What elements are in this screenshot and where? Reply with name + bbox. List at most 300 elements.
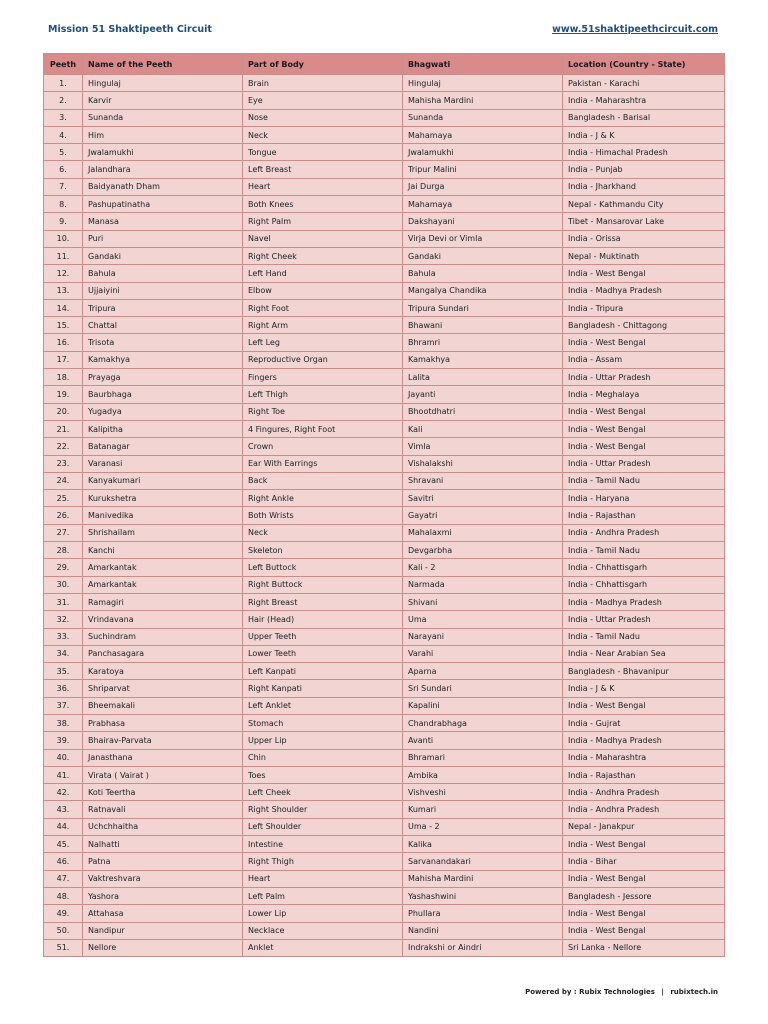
location-cell: India - J & K	[563, 126, 725, 143]
company-name: Rubix Technologies	[579, 988, 655, 996]
body-part-cell: Fingers	[243, 369, 403, 386]
bhagwati-cell: Narmada	[403, 576, 563, 593]
peeth-name-cell: Jwalamukhi	[83, 144, 243, 161]
body-part-cell: Heart	[243, 178, 403, 195]
bhagwati-cell: Bhramari	[403, 749, 563, 766]
table-body	[44, 75, 725, 957]
peeth-number-cell: 51.	[44, 939, 83, 956]
body-part-cell: Stomach	[243, 714, 403, 731]
body-part-cell: Left Buttock	[243, 559, 403, 576]
table-row	[44, 282, 725, 299]
body-part-cell: Reproductive Organ	[243, 351, 403, 368]
location-cell: India - Orissa	[563, 230, 725, 247]
document-title: Mission 51 Shaktipeeth Circuit	[48, 24, 212, 35]
bhagwati-cell: Shravani	[403, 472, 563, 489]
peeth-name-cell: Baurbhaga	[83, 386, 243, 403]
peeth-number-cell: 31.	[44, 593, 83, 610]
body-part-cell: Intestine	[243, 836, 403, 853]
body-part-cell: Right Shoulder	[243, 801, 403, 818]
peeth-name-cell: Panchasagara	[83, 645, 243, 662]
body-part-cell: Right Breast	[243, 593, 403, 610]
bhagwati-cell: Dakshayani	[403, 213, 563, 230]
table-row	[44, 870, 725, 887]
bhagwati-cell: Bhawani	[403, 317, 563, 334]
body-part-cell: Hair (Head)	[243, 611, 403, 628]
table-row	[44, 905, 725, 922]
location-cell: India - Andhra Pradesh	[563, 524, 725, 541]
bhagwati-cell: Vishveshi	[403, 784, 563, 801]
peeth-name-cell: Uchchhaitha	[83, 818, 243, 835]
table-row	[44, 939, 725, 956]
peeth-name-cell: Puri	[83, 230, 243, 247]
peeth-name-cell: Kanyakumari	[83, 472, 243, 489]
peeth-name-cell: Nellore	[83, 939, 243, 956]
footer-site-link[interactable]: rubixtech.in	[670, 988, 718, 996]
table-row	[44, 126, 725, 143]
location-cell: India - Madhya Pradesh	[563, 732, 725, 749]
location-cell: India - Uttar Pradesh	[563, 369, 725, 386]
bhagwati-cell: Uma	[403, 611, 563, 628]
peeth-number-cell: 41.	[44, 766, 83, 783]
peeth-number-cell: 23.	[44, 455, 83, 472]
bhagwati-cell: Shivani	[403, 593, 563, 610]
bhagwati-cell: Kapalini	[403, 697, 563, 714]
bhagwati-cell: Lalita	[403, 369, 563, 386]
body-part-cell: Ear With Earrings	[243, 455, 403, 472]
column-header-body-part: Part of Body	[243, 54, 403, 75]
bhagwati-cell: Jai Durga	[403, 178, 563, 195]
location-cell: India - Near Arabian Sea	[563, 645, 725, 662]
table-row	[44, 403, 725, 420]
peeth-name-cell: Varanasi	[83, 455, 243, 472]
bhagwati-cell: Gandaki	[403, 247, 563, 264]
bhagwati-cell: Bahula	[403, 265, 563, 282]
body-part-cell: Right Kanpati	[243, 680, 403, 697]
peeth-number-cell: 45.	[44, 836, 83, 853]
body-part-cell: Upper Teeth	[243, 628, 403, 645]
bhagwati-cell: Tripur Malini	[403, 161, 563, 178]
peeth-number-cell: 46.	[44, 853, 83, 870]
bhagwati-cell: Avanti	[403, 732, 563, 749]
body-part-cell: Anklet	[243, 939, 403, 956]
peeth-number-cell: 28.	[44, 542, 83, 559]
peeth-number-cell: 40.	[44, 749, 83, 766]
table-row	[44, 559, 725, 576]
location-cell: India - West Bengal	[563, 922, 725, 939]
table-row	[44, 697, 725, 714]
location-cell: Bangladesh - Barisal	[563, 109, 725, 126]
peeth-number-cell: 10.	[44, 230, 83, 247]
peeth-name-cell: Prayaga	[83, 369, 243, 386]
bhagwati-cell: Kumari	[403, 801, 563, 818]
peeth-number-cell: 21.	[44, 420, 83, 437]
body-part-cell: Nose	[243, 109, 403, 126]
peeth-name-cell: Prabhasa	[83, 714, 243, 731]
location-cell: India - Punjab	[563, 161, 725, 178]
table-row	[44, 645, 725, 662]
body-part-cell: Left Shoulder	[243, 818, 403, 835]
peeth-name-cell: Him	[83, 126, 243, 143]
peeth-number-cell: 11.	[44, 247, 83, 264]
peeth-number-cell: 22.	[44, 438, 83, 455]
peeth-name-cell: Vaktreshvara	[83, 870, 243, 887]
location-cell: India - West Bengal	[563, 697, 725, 714]
powered-by-label: Powered by :	[525, 988, 577, 996]
location-cell: Bangladesh - Chittagong	[563, 317, 725, 334]
bhagwati-cell: Jayanti	[403, 386, 563, 403]
bhagwati-cell: Uma - 2	[403, 818, 563, 835]
body-part-cell: Left Cheek	[243, 784, 403, 801]
peeth-number-cell: 20.	[44, 403, 83, 420]
peeth-number-cell: 42.	[44, 784, 83, 801]
peeth-number-cell: 35.	[44, 663, 83, 680]
peeth-number-cell: 50.	[44, 922, 83, 939]
location-cell: India - Chhattisgarh	[563, 576, 725, 593]
peeth-number-cell: 38.	[44, 714, 83, 731]
table-row	[44, 369, 725, 386]
peeth-number-cell: 24.	[44, 472, 83, 489]
peeth-number-cell: 3.	[44, 109, 83, 126]
peeth-number-cell: 9.	[44, 213, 83, 230]
peeth-name-cell: Ramagiri	[83, 593, 243, 610]
body-part-cell: Right Palm	[243, 213, 403, 230]
peeth-number-cell: 43.	[44, 801, 83, 818]
body-part-cell: Left Hand	[243, 265, 403, 282]
table-row	[44, 749, 725, 766]
table-row	[44, 92, 725, 109]
peeth-name-cell: Janasthana	[83, 749, 243, 766]
body-part-cell: Left Palm	[243, 887, 403, 904]
body-part-cell: Crown	[243, 438, 403, 455]
location-cell: India - Gujrat	[563, 714, 725, 731]
location-cell: Sri Lanka - Nellore	[563, 939, 725, 956]
peeth-name-cell: Amarkantak	[83, 559, 243, 576]
body-part-cell: Left Breast	[243, 161, 403, 178]
peeth-name-cell: Baidyanath Dham	[83, 178, 243, 195]
location-cell: India - Haryana	[563, 490, 725, 507]
bhagwati-cell: Mahamaya	[403, 126, 563, 143]
table-row	[44, 472, 725, 489]
table-row	[44, 542, 725, 559]
table-row	[44, 109, 725, 126]
bhagwati-cell: Indrakshi or Aindri	[403, 939, 563, 956]
peeth-name-cell: Manasa	[83, 213, 243, 230]
body-part-cell: Brain	[243, 75, 403, 92]
table-row	[44, 524, 725, 541]
peeth-name-cell: Suchindram	[83, 628, 243, 645]
column-header-bhagwati: Bhagwati	[403, 54, 563, 75]
peeth-name-cell: Virata ( Vairat )	[83, 766, 243, 783]
peeth-number-cell: 4.	[44, 126, 83, 143]
location-cell: India - Madhya Pradesh	[563, 593, 725, 610]
body-part-cell: 4 Fingures, Right Foot	[243, 420, 403, 437]
body-part-cell: Lower Teeth	[243, 645, 403, 662]
peeth-number-cell: 32.	[44, 611, 83, 628]
body-part-cell: Left Anklet	[243, 697, 403, 714]
bhagwati-cell: Kamakhya	[403, 351, 563, 368]
peeth-name-cell: Ratnavali	[83, 801, 243, 818]
peeth-number-cell: 15.	[44, 317, 83, 334]
table-header-row	[44, 54, 725, 75]
location-cell: India - West Bengal	[563, 870, 725, 887]
body-part-cell: Right Arm	[243, 317, 403, 334]
table-row	[44, 784, 725, 801]
table-row	[44, 732, 725, 749]
table-row	[44, 196, 725, 213]
table-row	[44, 299, 725, 316]
peeth-name-cell: Vrindavana	[83, 611, 243, 628]
body-part-cell: Right Thigh	[243, 853, 403, 870]
peeth-number-cell: 36.	[44, 680, 83, 697]
peeth-number-cell: 13.	[44, 282, 83, 299]
location-cell: India - West Bengal	[563, 403, 725, 420]
location-cell: India - Tamil Nadu	[563, 542, 725, 559]
peeth-name-cell: Gandaki	[83, 247, 243, 264]
peeth-name-cell: Yashora	[83, 887, 243, 904]
table-row	[44, 922, 725, 939]
table-row	[44, 680, 725, 697]
table-row	[44, 455, 725, 472]
location-cell: India - Meghalaya	[563, 386, 725, 403]
peeth-number-cell: 30.	[44, 576, 83, 593]
body-part-cell: Right Foot	[243, 299, 403, 316]
peeth-name-cell: Manivedika	[83, 507, 243, 524]
body-part-cell: Tongue	[243, 144, 403, 161]
peeth-number-cell: 39.	[44, 732, 83, 749]
peeth-name-cell: Bhairav-Parvata	[83, 732, 243, 749]
location-cell: India - Rajasthan	[563, 766, 725, 783]
location-cell: India - Andhra Pradesh	[563, 801, 725, 818]
location-cell: India - West Bengal	[563, 334, 725, 351]
bhagwati-cell: Virja Devi or Vimla	[403, 230, 563, 247]
peeth-name-cell: Kanchi	[83, 542, 243, 559]
bhagwati-cell: Narayani	[403, 628, 563, 645]
peeth-name-cell: Pashupatinatha	[83, 196, 243, 213]
location-cell: Tibet - Mansarovar Lake	[563, 213, 725, 230]
body-part-cell: Back	[243, 472, 403, 489]
table-row	[44, 213, 725, 230]
peeth-number-cell: 16.	[44, 334, 83, 351]
peeth-number-cell: 8.	[44, 196, 83, 213]
bhagwati-cell: Kali - 2	[403, 559, 563, 576]
peeth-number-cell: 29.	[44, 559, 83, 576]
table-row	[44, 507, 725, 524]
location-cell: India - Assam	[563, 351, 725, 368]
location-cell: Pakistan - Karachi	[563, 75, 725, 92]
peeth-name-cell: Koti Teertha	[83, 784, 243, 801]
peeth-name-cell: Bheemakali	[83, 697, 243, 714]
peeth-name-cell: Chattal	[83, 317, 243, 334]
column-header-name: Name of the Peeth	[83, 54, 243, 75]
body-part-cell: Neck	[243, 524, 403, 541]
peeth-number-cell: 27.	[44, 524, 83, 541]
location-cell: Nepal - Muktinath	[563, 247, 725, 264]
peeth-name-cell: Tripura	[83, 299, 243, 316]
location-cell: India - West Bengal	[563, 836, 725, 853]
table-row	[44, 853, 725, 870]
location-cell: India - Madhya Pradesh	[563, 282, 725, 299]
bhagwati-cell: Chandrabhaga	[403, 714, 563, 731]
location-cell: India - West Bengal	[563, 905, 725, 922]
peeth-name-cell: Attahasa	[83, 905, 243, 922]
location-cell: India - Rajasthan	[563, 507, 725, 524]
table-row	[44, 438, 725, 455]
body-part-cell: Chin	[243, 749, 403, 766]
body-part-cell: Right Cheek	[243, 247, 403, 264]
location-cell: Bangladesh - Jessore	[563, 887, 725, 904]
location-cell: India - Andhra Pradesh	[563, 784, 725, 801]
peeth-number-cell: 44.	[44, 818, 83, 835]
peeth-name-cell: Nandipur	[83, 922, 243, 939]
table-row	[44, 230, 725, 247]
peeth-name-cell: Hingulaj	[83, 75, 243, 92]
location-cell: Nepal - Janakpur	[563, 818, 725, 835]
bhagwati-cell: Phullara	[403, 905, 563, 922]
bhagwati-cell: Mahisha Mardini	[403, 870, 563, 887]
peeth-number-cell: 33.	[44, 628, 83, 645]
table-row	[44, 144, 725, 161]
bhagwati-cell: Sri Sundari	[403, 680, 563, 697]
location-cell: India - Maharashtra	[563, 749, 725, 766]
table-row	[44, 265, 725, 282]
bhagwati-cell: Gayatri	[403, 507, 563, 524]
location-cell: India - West Bengal	[563, 438, 725, 455]
page-header	[48, 24, 718, 40]
peeth-name-cell: Yugadya	[83, 403, 243, 420]
table-row	[44, 576, 725, 593]
body-part-cell: Skeleton	[243, 542, 403, 559]
location-cell: India - Jharkhand	[563, 178, 725, 195]
column-header-location: Location (Country - State)	[563, 54, 725, 75]
bhagwati-cell: Bhootdhatri	[403, 403, 563, 420]
bhagwati-cell: Savitri	[403, 490, 563, 507]
body-part-cell: Left Leg	[243, 334, 403, 351]
peeth-number-cell: 18.	[44, 369, 83, 386]
table-row	[44, 420, 725, 437]
body-part-cell: Right Toe	[243, 403, 403, 420]
body-part-cell: Right Ankle	[243, 490, 403, 507]
peeth-number-cell: 37.	[44, 697, 83, 714]
location-cell: India - Tripura	[563, 299, 725, 316]
peeth-number-cell: 2.	[44, 92, 83, 109]
table-row	[44, 593, 725, 610]
peeth-number-cell: 1.	[44, 75, 83, 92]
table-row	[44, 801, 725, 818]
table-row	[44, 247, 725, 264]
peeth-number-cell: 5.	[44, 144, 83, 161]
bhagwati-cell: Sunanda	[403, 109, 563, 126]
location-cell: India - Tamil Nadu	[563, 628, 725, 645]
peeth-name-cell: Batanagar	[83, 438, 243, 455]
website-link[interactable]: www.51shaktipeethcircuit.com	[552, 24, 718, 35]
peeth-number-cell: 25.	[44, 490, 83, 507]
body-part-cell: Neck	[243, 126, 403, 143]
bhagwati-cell: Tripura Sundari	[403, 299, 563, 316]
peeth-name-cell: Jalandhara	[83, 161, 243, 178]
table-row	[44, 628, 725, 645]
body-part-cell: Eye	[243, 92, 403, 109]
bhagwati-cell: Vimla	[403, 438, 563, 455]
peeth-number-cell: 17.	[44, 351, 83, 368]
body-part-cell: Upper Lip	[243, 732, 403, 749]
shaktipeeth-table	[43, 53, 725, 957]
table-row	[44, 351, 725, 368]
peeth-name-cell: Karatoya	[83, 663, 243, 680]
peeth-number-cell: 6.	[44, 161, 83, 178]
bhagwati-cell: Vishalakshi	[403, 455, 563, 472]
bhagwati-cell: Kalika	[403, 836, 563, 853]
peeth-number-cell: 48.	[44, 887, 83, 904]
peeth-name-cell: Sunanda	[83, 109, 243, 126]
table-row	[44, 490, 725, 507]
bhagwati-cell: Yashashwini	[403, 887, 563, 904]
peeth-number-cell: 19.	[44, 386, 83, 403]
table-row	[44, 836, 725, 853]
bhagwati-cell: Ambika	[403, 766, 563, 783]
bhagwati-cell: Nandini	[403, 922, 563, 939]
body-part-cell: Elbow	[243, 282, 403, 299]
location-cell: India - Uttar Pradesh	[563, 455, 725, 472]
location-cell: India - Bihar	[563, 853, 725, 870]
peeth-number-cell: 26.	[44, 507, 83, 524]
location-cell: Nepal - Kathmandu City	[563, 196, 725, 213]
bhagwati-cell: Kali	[403, 420, 563, 437]
table-row	[44, 317, 725, 334]
location-cell: India - West Bengal	[563, 265, 725, 282]
peeth-number-cell: 47.	[44, 870, 83, 887]
location-cell: India - Uttar Pradesh	[563, 611, 725, 628]
table-row	[44, 161, 725, 178]
bhagwati-cell: Aparna	[403, 663, 563, 680]
peeth-name-cell: Bahula	[83, 265, 243, 282]
body-part-cell: Both Knees	[243, 196, 403, 213]
body-part-cell: Toes	[243, 766, 403, 783]
location-cell: India - Maharashtra	[563, 92, 725, 109]
peeth-name-cell: Nalhatti	[83, 836, 243, 853]
bhagwati-cell: Mahamaya	[403, 196, 563, 213]
table-row	[44, 334, 725, 351]
bhagwati-cell: Mahisha Mardini	[403, 92, 563, 109]
peeth-name-cell: Patna	[83, 853, 243, 870]
bhagwati-cell: Mangalya Chandika	[403, 282, 563, 299]
bhagwati-cell: Hingulaj	[403, 75, 563, 92]
peeth-number-cell: 12.	[44, 265, 83, 282]
table-row	[44, 818, 725, 835]
location-cell: Bangladesh - Bhavanipur	[563, 663, 725, 680]
table-row	[44, 178, 725, 195]
peeth-name-cell: Trisota	[83, 334, 243, 351]
location-cell: India - J & K	[563, 680, 725, 697]
peeth-number-cell: 49.	[44, 905, 83, 922]
table-row	[44, 766, 725, 783]
table-row	[44, 887, 725, 904]
peeth-number-cell: 14.	[44, 299, 83, 316]
peeth-name-cell: Kalipitha	[83, 420, 243, 437]
body-part-cell: Left Kanpati	[243, 663, 403, 680]
table-row	[44, 714, 725, 731]
body-part-cell: Lower Lip	[243, 905, 403, 922]
peeth-number-cell: 34.	[44, 645, 83, 662]
footer-separator: |	[661, 988, 664, 996]
location-cell: India - Himachal Pradesh	[563, 144, 725, 161]
body-part-cell: Necklace	[243, 922, 403, 939]
bhagwati-cell: Devgarbha	[403, 542, 563, 559]
location-cell: India - Tamil Nadu	[563, 472, 725, 489]
table-row	[44, 386, 725, 403]
peeth-name-cell: Shriparvat	[83, 680, 243, 697]
column-header-peeth: Peeth	[44, 54, 83, 75]
body-part-cell: Left Thigh	[243, 386, 403, 403]
